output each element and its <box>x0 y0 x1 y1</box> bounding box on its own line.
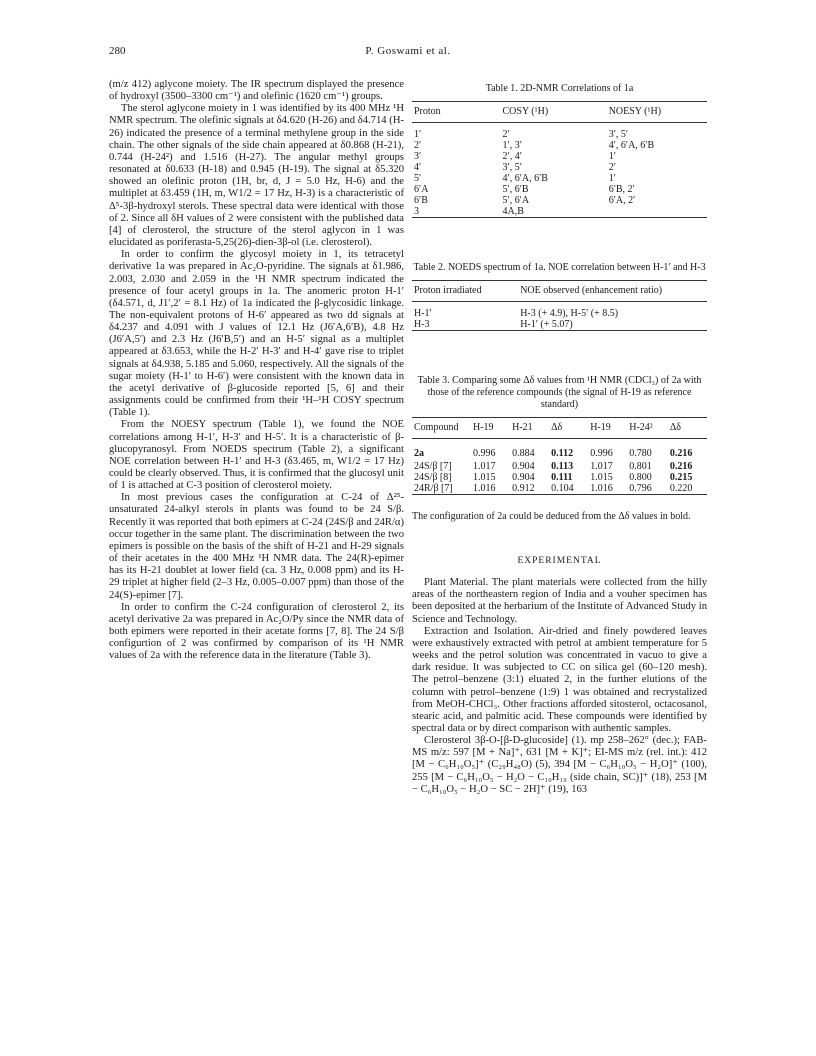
table-cell: 1′ <box>608 151 616 163</box>
body-paragraph: In most previous cases the configuration at C-24 of Δ²⁵-unsaturated 24-alkyl sterols in plants was found to be 24 S/β. Recently it was reported that both epimers at C-24 (24S/β and 24R/α) occur together in the same plant. The discrimination between the two epimers is possible on the basis of the shift of H-21 and H-29 signals of their acetates in the 400 MHz ¹H NMR data. The 24(R)-epimer has its H-21 doublet at lower field (ca. 3 Hz, 0.008 ppm) and its H-29 triplet at higher field (2–3 Hz, 0.005–0.007 ppm) than those of the 24(S)-epimer [7]. <box>109 492 404 601</box>
running-title: P. Goswami et al. <box>365 45 451 57</box>
table-cell: 1.015 <box>473 471 496 483</box>
body-paragraph: Extraction and Isolation. Air-dried and finely powdered leaves were exhaustively extracted with petrol at ambient temperature for 5 weeks and the petrol solution was concentrated in vacuo to give a dark residue. It was subjected to CC on silica gel (60–120 mesh). The petrol–benzene (3:1) eluated 2, in the further elutions of the column with petrol–benzene (1:9) 1 was obtained and recrystalized from MeOH-CHCl₃. Other fractions afforded sitosterol, octacosanol, stearic acid, and palmitic acid. These compounds were identified by spectral data or by direct comparison with authentic samples. <box>412 625 707 734</box>
table-cell: 0.996 <box>473 447 496 459</box>
body-paragraph: (m/z 412) aglycone moiety. The IR spectrum displayed the presence of hydroxyl (3500–3300 cm⁻¹) and olefinic (1620 cm⁻¹) groups. <box>109 79 404 103</box>
table-cell: 2′ <box>608 162 616 174</box>
body-paragraph: In order to confirm the glycosyl moiety in 1, its tetracetyl derivative 1a was prepared in Ac₂O-pyridine. The signals at δ1.986, 2.003, 2.030 and 2.059 in the ¹H NMR spectrum indicated the presence of four acetyl groups in 1a. The anomeric proton H-1′ (δ4.571, d, J1′,2′ = 8.1 Hz) of 1a indicated the β-glycosidic linkage. The non-equivalent protons of H-6′ appeared as two dd signals at δ4.237 and 4.091 with J values of 12.1 Hz (J6′A,6′B), 4.8 Hz (J6′A,5′) and 2.3 Hz (J6′B,5′) and an H-5′ signal as a multiplet appeared at δ3.653, while the H-2′ H-3′ and H-4′ gave rise to triplet signals at δ4.938, 5.185 and 5.060, respectively. All the signals of the sugar moiety (H-1′ to H-6′) were consistent with the known data in the acetyl derivative of β-glucoside reported [5, 6] and their assignments could be confirmed from their ¹H–¹H COSY spectrum (Table 1). <box>109 249 404 419</box>
table-cell: 4′, 6′A, 6′B <box>608 140 655 152</box>
right-column <box>412 79 707 796</box>
table-row <box>412 483 707 495</box>
table-cell: 4′ <box>414 162 422 174</box>
table-row <box>412 302 707 320</box>
table-cell: 0.215 <box>669 471 693 483</box>
table3-header: H-21 <box>510 418 549 439</box>
table-row <box>412 151 707 162</box>
table2-caption: Table 2. NOEDS spectrum of 1a. NOE correlation between H-1′ and H-3 <box>413 262 706 274</box>
table-row <box>412 123 707 141</box>
table-cell: 0.996 <box>590 447 613 459</box>
table1-header: NOESY (¹H) <box>607 102 707 123</box>
table-cell: 2′ <box>414 140 422 152</box>
table-cell: 5′ <box>414 173 422 185</box>
table-cell: 2a <box>414 447 424 459</box>
table-cell: 5′, 6′A <box>502 195 530 207</box>
body-paragraph: In order to confirm the C-24 configuration of clerosterol 2, its acetyl derivative 2a was prepared in Ac₂O/Py since the NMR data of both epimers were reported in their acetate forms [7, 8]. The 24 S/β configurtion of 2 was confirmed by comparison of its ¹H NMR values of 2a with the reference data in the literature (Table 3). <box>109 601 404 662</box>
table1-header: COSY (¹H) <box>501 102 607 123</box>
table-cell: 1.015 <box>590 471 613 483</box>
table-cell: 0.112 <box>551 447 574 459</box>
table-cell: 6′B, 2′ <box>608 184 635 196</box>
table-cell: 1′ <box>414 129 422 141</box>
table-cell: 0.904 <box>512 471 535 483</box>
table-cell: 3′, 5′ <box>608 129 629 141</box>
table-cell: 1.016 <box>473 482 496 494</box>
table-cell: 6′A, 2′ <box>608 195 636 207</box>
table2-header: NOE observed (enhancement ratio) <box>518 281 707 302</box>
table-cell: 1′ <box>608 173 616 185</box>
table-cell: 0.111 <box>551 471 573 483</box>
table-cell: 6′A <box>414 184 429 196</box>
table3-header: H-19 <box>471 418 510 439</box>
table-cell: 1.017 <box>473 460 496 472</box>
table-cell: H-3 (+ 4.9), H-5′ (+ 8.5) <box>520 308 619 320</box>
table-cell: 0.800 <box>629 471 652 483</box>
table-cell: 24S/β [7] <box>414 460 452 472</box>
table3-header: H-19 <box>588 418 627 439</box>
table-row <box>412 472 707 483</box>
table-cell: 3 <box>414 206 419 218</box>
table-cell: 2′, 4′ <box>502 151 522 163</box>
body-paragraph: The sterol aglycone moiety in 1 was identified by its 400 MHz ¹H NMR spectrum. The olefinic signals at δ4.620 (H-26) and δ4.714 (H-26) indicated the presence of a terminal methylene group in the side chain. The other signals of the side chain appeared at δ0.868 (H-21), 0.744 (H-24²) and 1.516 (H-27). The angular methyl groups resonated at δ0.633 (H-18) and 0.945 (H-19). The signal at δ5.320 showed an olefinic proton (1H, br, d, J = 5.0 Hz, H-6) and the multiplet at δ3.459 (1H, m, W1/2 = 17 Hz, H-3) is a characteristic of Δ⁵-3β-hydroxyl sterols. These spectral data were identical with those of 2. Since all δH values of 2 were consistent with the published data [4] of clerosterol, the structure of the sterol aglycon in 1 was elucidated as poriferasta-5,25(26)-dien-3β-ol (i.e. clerosterol). <box>109 103 404 249</box>
table-row <box>412 439 707 461</box>
table2 <box>412 280 707 339</box>
table3-caption: Table 3. Comparing some Δδ values from ¹H NMR (CDCl₃) of 2a with those of the reference compounds (the signal of H-19 as reference standard) <box>417 375 702 411</box>
table-cell: 0.780 <box>629 447 652 459</box>
table-row <box>412 461 707 472</box>
table1 <box>412 101 707 226</box>
table-cell: H-1′ <box>414 308 432 320</box>
page-number: 280 <box>109 45 126 57</box>
table-cell: 4′, 6′A, 6′B <box>502 173 548 185</box>
table-cell: H-3 <box>414 319 430 331</box>
table1-header: Proton <box>412 102 501 123</box>
table-row <box>412 140 707 151</box>
table-row <box>412 319 707 331</box>
table-cell: 0.912 <box>512 482 535 494</box>
table-cell: 0.884 <box>512 447 535 459</box>
body-paragraph: From the NOESY spectrum (Table 1), we found the NOE correlations among H-1′, H-3′ and H-5′. It is a characteristic of β-glucopyranosyl. From NOEDS spectrum (Table 2), a significant NOE correlation between H-1′ and H-3 (δ3.465, m, W1/2 = 17 Hz) could be clearly observed. Thus, it is confirmed that the glucosyl unit of 1 is attached at C-3 position of clerosterol moiety. <box>109 419 404 492</box>
table-row <box>412 195 707 206</box>
table-cell <box>607 206 707 218</box>
table-cell: 0.216 <box>669 460 693 472</box>
body-paragraph: Clerosterol 3β-O-[β-D-glucoside] (1). mp 258–262° (dec.); FAB-MS m/z: 597 [M + Na]⁺, 631 [M + K]⁺; EI-MS m/z (rel. int.): 412 [M − C₆H₁₀O₅]⁺ (C₂₉H₄₈O) (5), 394 [M − C₆H₁₀O₅ − H₂O]⁺ (100), 255 [M − C₆H₁₀O₅ − H₂O − C₁₀H₁₉ (side chain, SC)]⁺ (18), 253 [M − C₆H₁₀O₅ − H₂O − SC − 2H]⁺ (19), 163 <box>412 735 707 795</box>
table-cell: 3′, 5′ <box>502 162 522 174</box>
table3 <box>412 417 707 503</box>
table2-header: Proton irradiated <box>412 281 518 302</box>
table-row <box>412 184 707 195</box>
table-row <box>412 162 707 173</box>
table-cell: 1.017 <box>590 460 613 472</box>
table-cell: 5′, 6′B <box>502 184 529 196</box>
table1-caption: Table 1. 2D-NMR Correlations of 1a <box>485 83 634 94</box>
table-cell: 3′ <box>414 151 422 163</box>
table-cell: 6′B <box>414 195 428 207</box>
table3-header: H-24² <box>627 418 668 439</box>
table-cell: 0.113 <box>551 460 574 472</box>
table-cell: 2′ <box>502 129 510 141</box>
table-cell: 1′, 3′ <box>502 140 522 152</box>
table-cell: 0.801 <box>629 460 652 472</box>
table-cell: 1.016 <box>590 482 613 494</box>
table-cell: H-1′ (+ 5.07) <box>520 319 573 331</box>
table3-header: Δδ <box>668 418 707 439</box>
left-column <box>109 79 404 663</box>
table3-header: Δδ <box>549 418 588 439</box>
table-row <box>412 206 707 218</box>
table-cell: 0.796 <box>629 482 652 494</box>
table-cell: 0.220 <box>669 482 693 494</box>
table-cell: 0.104 <box>551 482 574 494</box>
table-row <box>412 173 707 184</box>
section-heading-experimental: EXPERIMENTAL <box>517 555 602 566</box>
table3-note: The configuration of 2a could be deduced from the Δδ values in bold. <box>412 510 691 522</box>
body-paragraph: Plant Material. The plant materials were collected from the hilly areas of the northeastern region of India and a vouher specimen has been deposited at the herbarium of the Institute of Advanced Study in Science and Technology. <box>412 577 707 625</box>
table-cell: 0.904 <box>512 460 535 472</box>
table-cell: 4A,B <box>502 206 524 218</box>
table3-header: Compound <box>412 418 471 439</box>
table-cell: 24R/β [7] <box>414 482 453 494</box>
table-cell: 0.216 <box>669 447 693 459</box>
table-cell: 24S/β [8] <box>414 471 452 483</box>
